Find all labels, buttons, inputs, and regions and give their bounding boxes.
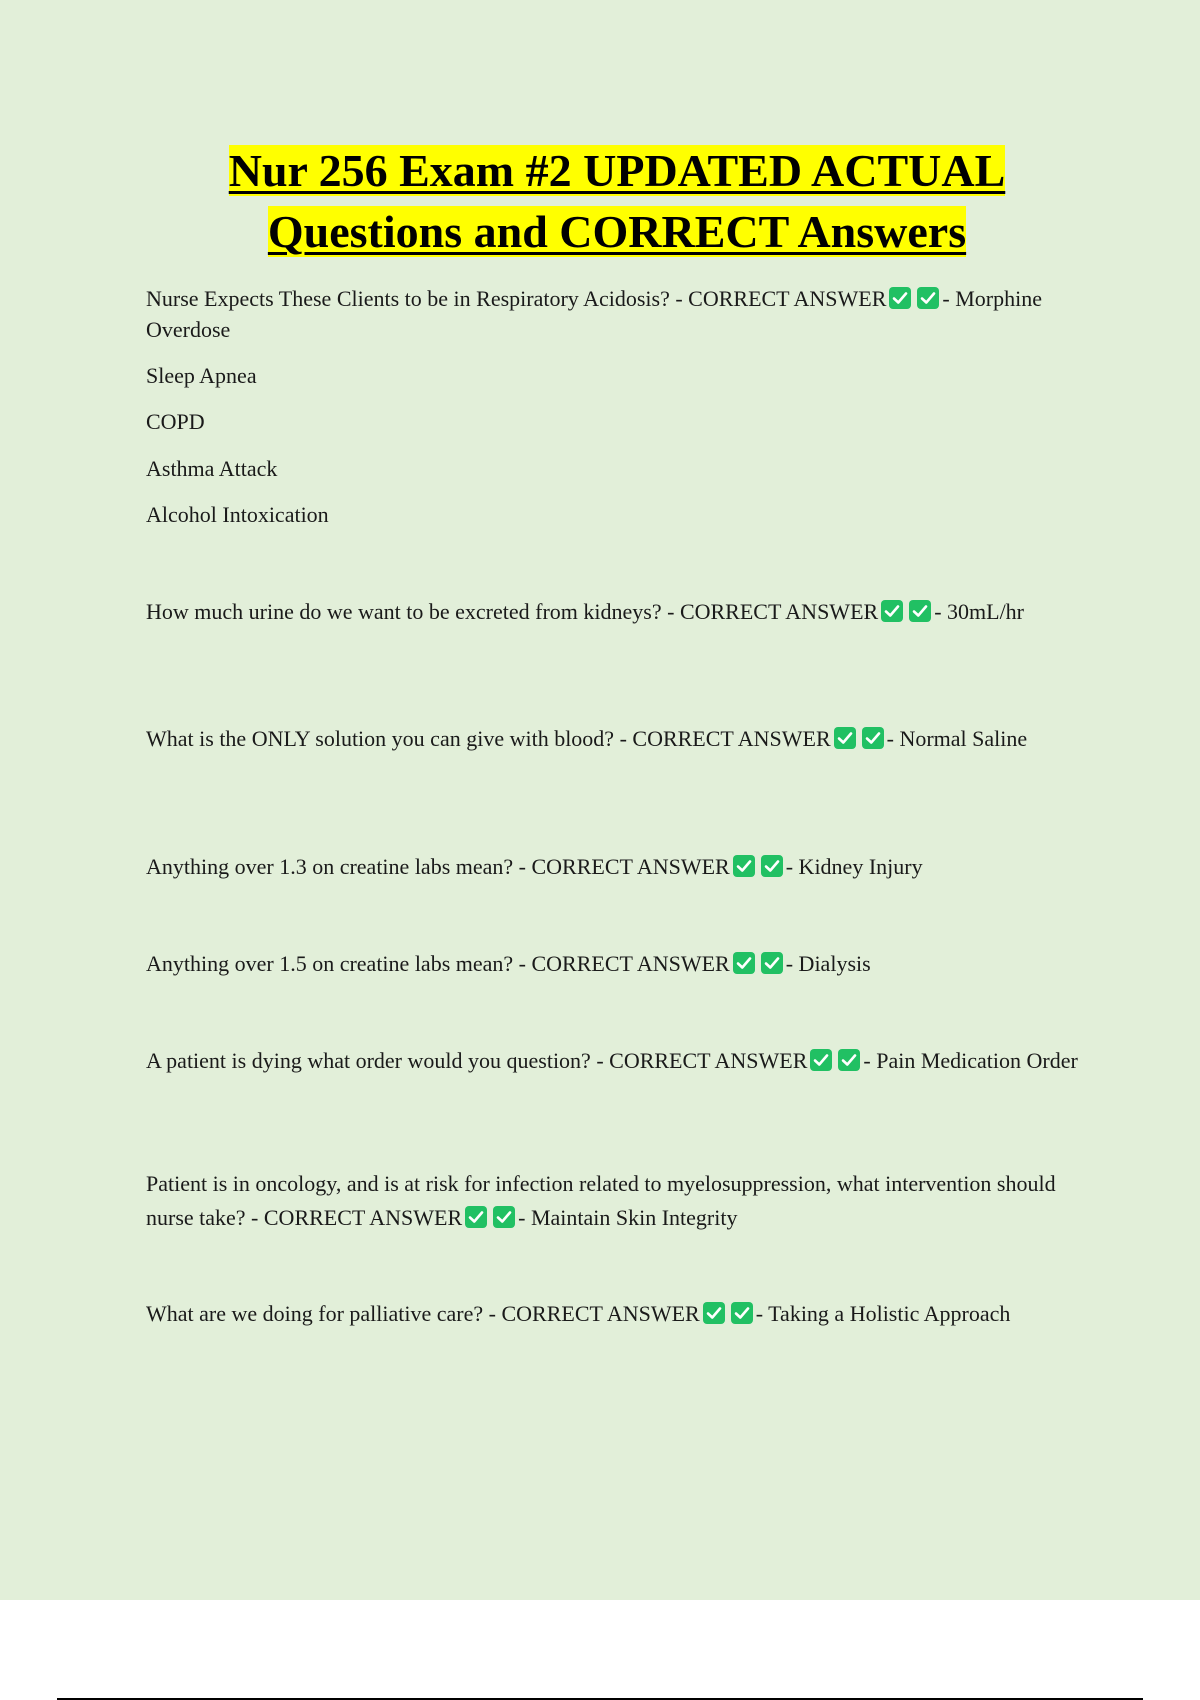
check-mark-icon: [465, 1206, 487, 1228]
question-text: What are we doing for palliative care? - CORRECT ANSWER: [146, 1301, 700, 1326]
qa-item: [146, 283, 1086, 345]
qa-item: [146, 1045, 1086, 1076]
question-text: A patient is dying what order would you question? - CORRECT ANSWER: [146, 1048, 808, 1073]
answer-text: - Dialysis: [785, 951, 871, 976]
question-text: What is the ONLY solution you can give with blood? - CORRECT ANSWER: [146, 726, 831, 751]
check-mark-icon: [761, 855, 783, 877]
check-mark-icon: [493, 1206, 515, 1228]
qa-item: [146, 1298, 1086, 1329]
check-mark-icon: [909, 600, 931, 622]
document-title: [100, 140, 1134, 262]
answer-list-item: Alcohol Intoxication: [146, 502, 329, 527]
check-mark-icon: [917, 287, 939, 309]
check-mark-icon: [881, 600, 903, 622]
answer-text: - Maintain Skin Integrity: [518, 1205, 738, 1230]
answer-list-item: Sleep Apnea: [146, 363, 257, 388]
question-text: Anything over 1.5 on creatine labs mean? - CORRECT ANSWER: [146, 951, 730, 976]
question-text: How much urine do we want to be excreted from kidneys? - CORRECT ANSWER: [146, 599, 879, 624]
question-text: Anything over 1.3 on creatine labs mean? - CORRECT ANSWER: [146, 854, 730, 879]
question-text: Nurse Expects These Clients to be in Respiratory Acidosis? - CORRECT ANSWER: [146, 286, 887, 311]
answer-text: - Kidney Injury: [785, 854, 923, 879]
check-mark-icon: [733, 952, 755, 974]
answer-text: - Normal Saline: [886, 726, 1028, 751]
check-mark-icon: [889, 287, 911, 309]
qa-item: [146, 1167, 1086, 1235]
check-mark-icon: [810, 1049, 832, 1071]
answer-text: - Taking a Holistic Approach: [755, 1301, 1011, 1326]
answer-list-item: COPD: [146, 409, 205, 434]
check-mark-icon: [731, 1302, 753, 1324]
qa-item: [146, 723, 1086, 754]
qa-item: [146, 851, 1086, 882]
check-mark-icon: [862, 727, 884, 749]
answer-text: - Morphine Overdose: [146, 286, 1042, 342]
answer-text: - Pain Medication Order: [863, 1048, 1078, 1073]
title-line-2: Questions and CORRECT Answers: [267, 206, 967, 257]
answer-list-item: Asthma Attack: [146, 456, 278, 481]
title-line-1: Nur 256 Exam #2 UPDATED ACTUAL: [228, 145, 1006, 196]
check-mark-icon: [733, 855, 755, 877]
check-mark-icon: [838, 1049, 860, 1071]
qa-item: [146, 596, 1086, 627]
question-text: Patient is in oncology, and is at risk for infection related to myelosuppression, what intervention should nurse take? - CORRECT ANSWER: [146, 1171, 1056, 1230]
qa-item: [146, 948, 1086, 979]
check-mark-icon: [703, 1302, 725, 1324]
check-mark-icon: [834, 727, 856, 749]
answer-text: - 30mL/hr: [934, 599, 1025, 624]
check-mark-icon: [761, 952, 783, 974]
